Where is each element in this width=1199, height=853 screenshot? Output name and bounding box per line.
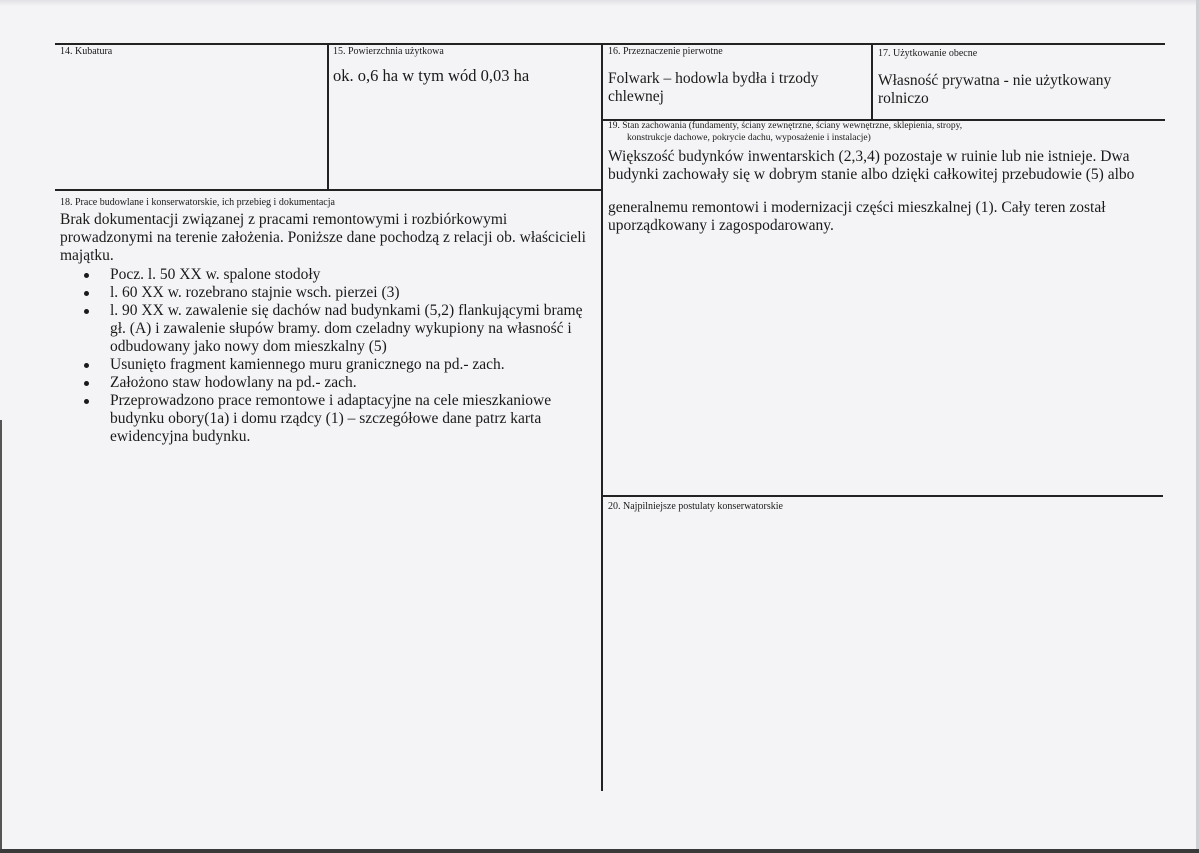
divider-top-20 (603, 495, 1163, 497)
top-border (55, 43, 1165, 45)
scan-top-edge (0, 0, 1199, 6)
field-18-list-container (60, 266, 598, 446)
list-item: l. 60 XX w. rozebrano stajnie wsch. pierzei (3) (60, 284, 598, 302)
list-item: Założono staw hodowlany na pd.- zach. (60, 374, 598, 392)
list-item: Pocz. l. 50 XX w. spalone stodoły (60, 266, 598, 284)
field-18-intro: Brak dokumentacji związanej z pracami remontowymi i rozbiórkowymi prowadzonymi na terenie założenia. Poniższe dane pochodzą z relacji ob. właścicieli majątku. (60, 211, 586, 264)
field-18-list (60, 266, 598, 446)
divider-14-15 (327, 43, 329, 191)
field-20-label: 20. Najpilniejsze postulaty konserwatorskie (608, 501, 783, 512)
bullet-icon (84, 399, 89, 404)
field-19-value-part1: Większość budynków inwentarskich (2,3,4) pozostaje w ruinie lub nie istnieje. Dwa budynki zachowały się w dobrym stanie albo dzięki całkowitej przebudowie (5) albo (608, 148, 1135, 183)
field-19-label-cont: konstrukcje dachowe, pokrycie dachu, wyposażenie i instalacje) (627, 133, 871, 143)
field-19-label: 19. Stan zachowania (fundamenty, ściany zewnętrzne, ściany wewnętrzne, sklepienia, stropy, (608, 121, 963, 131)
list-item: l. 90 XX w. zawalenie się dachów nad budynkami (5,2) flankującymi bramę gł. (A) i zawalenie słupów bramy. dom czeladny wykupiony na własność i odbudowany jako nowy dom mieszkalny (5) (60, 302, 598, 356)
field-19-value-part2: generalnemu remontowi i modernizacji części mieszkalnej (1). Cały teren został uporządkowany i zagospodarowany. (608, 199, 1106, 234)
divider-16-17 (871, 43, 873, 119)
field-15-value: ok. o,6 ha w tym wód 0,03 ha (333, 66, 530, 85)
bullet-icon (84, 273, 89, 278)
bullet-icon (84, 291, 89, 296)
bullet-icon (84, 309, 89, 314)
field-16-value: Folwark – hodowla bydła i trzody chlewnej (608, 70, 819, 105)
bullet-icon (84, 381, 89, 386)
field-15-label: 15. Powierzchnia użytkowa (333, 46, 444, 57)
bullet-icon (84, 363, 89, 368)
scan-bottom-edge (0, 849, 1199, 853)
field-18-label: 18. Prace budowlane i konserwatorskie, ich przebieg i dokumentacja (60, 197, 335, 208)
field-17-label: 17. Użytkowanie obecne (878, 48, 978, 59)
center-divider (601, 43, 603, 791)
field-16-label: 16. Przeznaczenie pierwotne (608, 46, 723, 57)
divider-top-18 (55, 189, 603, 191)
list-item: Przeprowadzono prace remontowe i adaptacyjne na cele mieszkaniowe budynku obory(1a) i domu rządcy (1) – szczegółowe dane patrz karta ewidencyjna budynku. (60, 392, 598, 446)
list-item: Usunięto fragment kamiennego muru granicznego na pd.- zach. (60, 356, 598, 374)
field-14-label: 14. Kubatura (60, 46, 113, 57)
field-17-value: Własność prywatna - nie użytkowany rolniczo (878, 72, 1112, 107)
scan-left-edge (0, 420, 2, 850)
